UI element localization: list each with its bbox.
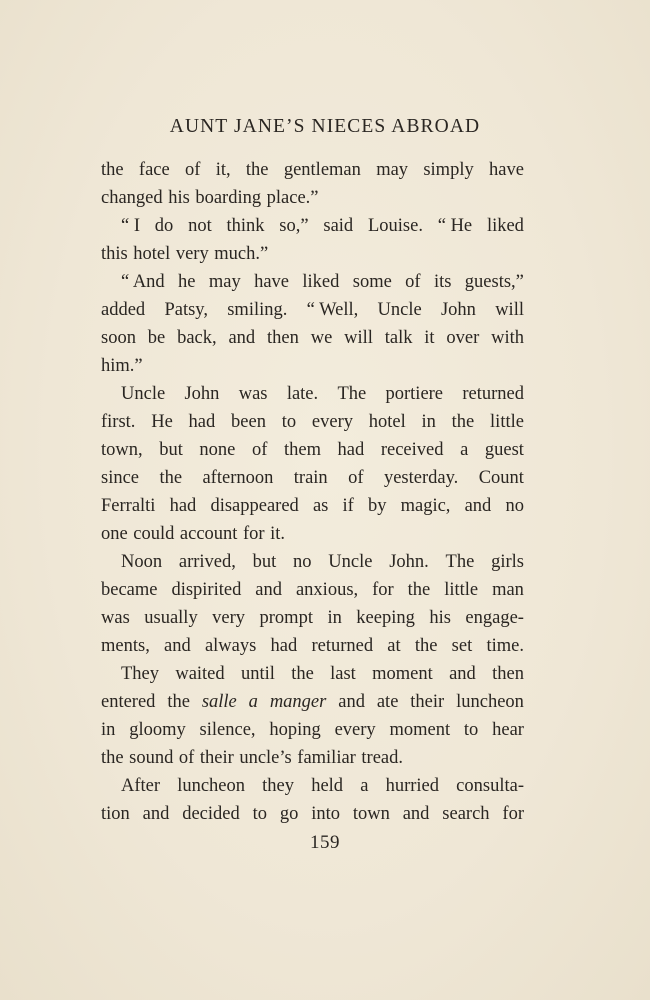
word: and (449, 664, 476, 684)
word: to (463, 720, 479, 740)
word: uncle’s (239, 748, 292, 768)
word: no (293, 552, 312, 572)
word: guests,” (464, 272, 524, 292)
word: “ Well, (306, 300, 359, 320)
word: simply (423, 160, 474, 180)
word: hurried (385, 776, 440, 796)
word: ate (376, 692, 399, 712)
word: in (421, 412, 436, 432)
word: it, (215, 160, 231, 180)
word: dispirited (171, 580, 242, 600)
text-line (101, 800, 524, 828)
word: smiling. (227, 300, 288, 320)
word: this (101, 244, 128, 264)
word: the (291, 664, 314, 684)
word: became (101, 580, 158, 600)
word: have (489, 160, 524, 180)
word: none (199, 440, 236, 460)
word: soon (101, 328, 136, 348)
word: think (226, 216, 265, 236)
word: Count (478, 468, 524, 488)
word: Uncle (377, 300, 422, 320)
word: be (147, 328, 166, 348)
word: a (248, 692, 258, 712)
word: Louise. (367, 216, 423, 236)
word: the (451, 412, 475, 432)
text-line (101, 576, 524, 604)
word: familiar (297, 748, 356, 768)
word: for (372, 580, 394, 600)
word: every (311, 412, 353, 432)
word: John. (389, 552, 429, 572)
word: hear (492, 720, 524, 740)
word: may (208, 272, 241, 292)
word: of (348, 468, 364, 488)
word: gentleman (283, 160, 361, 180)
word: boarding (195, 188, 262, 208)
word: and (338, 692, 365, 712)
word: held (311, 776, 344, 796)
word: since (101, 468, 140, 488)
word: said (323, 216, 354, 236)
word: late. (286, 384, 319, 404)
word: tread. (361, 748, 403, 768)
word: he (178, 272, 196, 292)
word: little (444, 580, 479, 600)
word: and (255, 580, 283, 600)
word: hotel (133, 244, 171, 264)
word: ments, (101, 636, 150, 656)
word: back, (177, 328, 217, 348)
word: then (267, 328, 299, 348)
word: every (334, 720, 376, 740)
word: much.” (214, 244, 269, 264)
word: arrived, (178, 552, 236, 572)
body-text (101, 156, 524, 828)
word: some (352, 272, 392, 292)
word: magic, (400, 496, 451, 516)
word: place.” (266, 188, 319, 208)
word: yesterday. (383, 468, 459, 488)
text-line (101, 240, 524, 268)
word: was (238, 384, 268, 404)
text-line (101, 716, 524, 744)
text-line (101, 212, 524, 240)
word: returned (311, 636, 374, 656)
word: luncheon (456, 692, 524, 712)
word: luncheon (177, 776, 246, 796)
word: until (240, 664, 275, 684)
word: train (293, 468, 328, 488)
text-line (101, 352, 524, 380)
word: then (492, 664, 524, 684)
word: it (424, 328, 435, 348)
word: we (310, 328, 333, 348)
word: do (154, 216, 174, 236)
word: been (231, 412, 266, 432)
word: as (312, 496, 329, 516)
word: will (495, 300, 524, 320)
word: his (168, 188, 190, 208)
word: his (429, 608, 451, 628)
text-line (101, 492, 524, 520)
word: had (188, 412, 216, 432)
word: town (352, 804, 390, 824)
word: prompt (259, 608, 313, 628)
word: decided (182, 804, 240, 824)
word: Uncle (121, 384, 166, 404)
word: guest (484, 440, 524, 460)
word: salle (201, 692, 237, 712)
text-line (101, 464, 524, 492)
word: consulta- (456, 776, 524, 796)
word: always (204, 636, 257, 656)
word: the (407, 580, 431, 600)
word: talk (384, 328, 413, 348)
word: it. (270, 524, 286, 544)
text-line (101, 632, 524, 660)
word: but (159, 440, 183, 460)
word: John (184, 384, 220, 404)
page-number: 159 (310, 832, 340, 853)
word: the (414, 636, 438, 656)
word: of (178, 748, 195, 768)
text-line (101, 744, 524, 772)
word: search (442, 804, 490, 824)
word: Noon (121, 552, 163, 572)
text-line (101, 688, 524, 716)
text-line (101, 380, 524, 408)
word: set (451, 636, 473, 656)
word: silence, (199, 720, 256, 740)
word: and (402, 804, 430, 824)
word: may (376, 160, 409, 180)
word: hotel (368, 412, 406, 432)
word: waited (175, 664, 225, 684)
word: engage- (465, 608, 524, 628)
word: disappeared (210, 496, 299, 516)
word: They (121, 664, 160, 684)
word: no (505, 496, 524, 516)
word: afternoon (202, 468, 274, 488)
word: usually (144, 608, 198, 628)
text-line (101, 436, 524, 464)
word: John (440, 300, 476, 320)
word: He (151, 412, 173, 432)
word: liked (302, 272, 340, 292)
word: and (142, 804, 170, 824)
word: of (251, 440, 268, 460)
word: “ He (437, 216, 473, 236)
word: man (492, 580, 524, 600)
word: returned (462, 384, 524, 404)
word: first. (101, 412, 136, 432)
word: very (175, 244, 209, 264)
word: its (433, 272, 452, 292)
word: of (185, 160, 201, 180)
word: Uncle (328, 552, 373, 572)
text-line (101, 324, 524, 352)
word: time. (486, 636, 524, 656)
word: have (254, 272, 290, 292)
word: changed (101, 188, 163, 208)
word: into (311, 804, 340, 824)
word: the (101, 160, 124, 180)
word: for (243, 524, 265, 544)
text-line (101, 548, 524, 576)
word: last (330, 664, 356, 684)
word: Patsy, (164, 300, 208, 320)
word: sound (129, 748, 174, 768)
word: will (344, 328, 373, 348)
word: not (188, 216, 212, 236)
word: account (179, 524, 238, 544)
word: they (262, 776, 295, 796)
word: anxious, (295, 580, 359, 600)
word: him.” (101, 356, 143, 376)
word: for (502, 804, 524, 824)
word: a (360, 776, 369, 796)
word: at (387, 636, 401, 656)
word: their (199, 748, 234, 768)
text-line (101, 772, 524, 800)
text-line (101, 268, 524, 296)
word: girls (491, 552, 524, 572)
word: with (491, 328, 524, 348)
word: had (337, 440, 365, 460)
word: had (169, 496, 197, 516)
word: to (281, 412, 297, 432)
word: the (159, 468, 183, 488)
word: their (410, 692, 445, 712)
word: but (252, 552, 277, 572)
text-line (101, 184, 524, 212)
word: so,” (279, 216, 309, 236)
word: one (101, 524, 128, 544)
word: added (101, 300, 146, 320)
word: tion (101, 804, 130, 824)
word: the (101, 748, 124, 768)
word: liked (486, 216, 524, 236)
text-line (101, 604, 524, 632)
word: The (337, 384, 367, 404)
word: “ And (121, 272, 165, 292)
word: moment (389, 720, 451, 740)
text-line (101, 156, 524, 184)
word: little (490, 412, 524, 432)
word: and (464, 496, 492, 516)
text-line (101, 296, 524, 324)
word: keeping (356, 608, 415, 628)
word: entered (101, 692, 156, 712)
word: The (445, 552, 475, 572)
word: very (212, 608, 246, 628)
word: face (138, 160, 170, 180)
word: and (164, 636, 191, 656)
word: them (283, 440, 321, 460)
word: go (279, 804, 299, 824)
running-head: AUNT JANE’S NIECES ABROAD (169, 116, 481, 137)
word: the (245, 160, 269, 180)
word: in (101, 720, 116, 740)
word: and (228, 328, 256, 348)
word: a (460, 440, 469, 460)
word: town, (101, 440, 143, 460)
word: received (380, 440, 444, 460)
word: the (167, 692, 190, 712)
word: manger (269, 692, 327, 712)
word: moment (372, 664, 433, 684)
word: had (270, 636, 298, 656)
word: was (101, 608, 130, 628)
word: if (342, 496, 354, 516)
word: portiere (385, 384, 444, 404)
word: “ I (121, 216, 140, 236)
word: gloomy (129, 720, 186, 740)
text-line (101, 520, 524, 548)
word: over (446, 328, 480, 348)
word: Ferralti (101, 496, 156, 516)
word: in (327, 608, 342, 628)
word: After (121, 776, 161, 796)
word: of (405, 272, 421, 292)
text-line (101, 408, 524, 436)
text-line (101, 660, 524, 688)
word: to (252, 804, 267, 824)
word: hoping (269, 720, 321, 740)
word: by (367, 496, 387, 516)
word: could (133, 524, 175, 544)
